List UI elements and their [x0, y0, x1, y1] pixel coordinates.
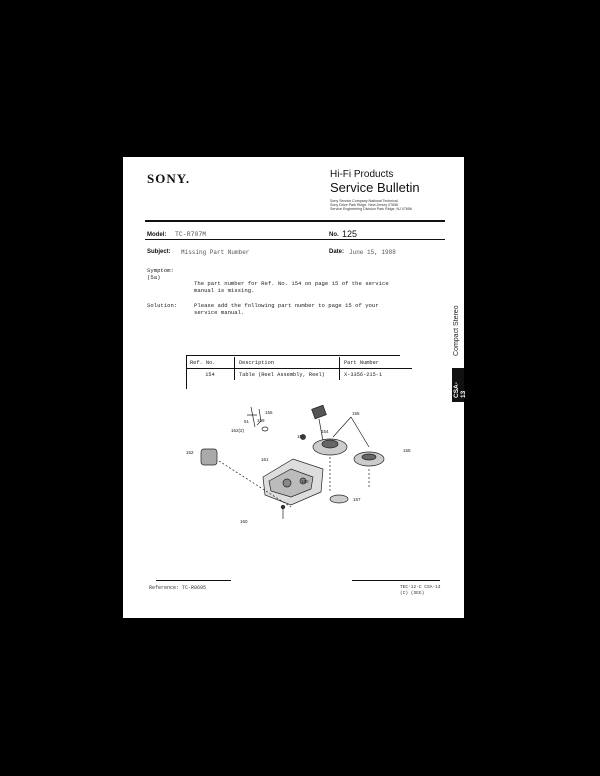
- footer-rule-right: [352, 580, 440, 581]
- callout-159: 159: [257, 418, 265, 423]
- table-row: [186, 369, 412, 381]
- header-part-number: Part Number: [340, 357, 413, 369]
- callout-157: 157: [353, 497, 361, 502]
- model-rule: [145, 239, 445, 240]
- side-tab: [452, 368, 467, 402]
- reel-hub-left: [322, 440, 338, 448]
- address-line-3: Service Engineering Division Park Ridge, NJ 07656: [330, 207, 412, 211]
- cell-ref-no: 154: [186, 369, 235, 381]
- subject-label: Subject:: [147, 249, 171, 255]
- part-154: [312, 405, 327, 419]
- parts-table: [186, 357, 412, 380]
- table-top-rule: [186, 355, 400, 356]
- model-label: Model:: [147, 232, 167, 238]
- callout-155-a: 155: [265, 410, 273, 415]
- header-ref-no: Ref. No.: [186, 357, 235, 369]
- callout-152: 152: [186, 450, 194, 455]
- screw-160-head: [281, 505, 285, 509]
- solution-line-1: Please add the following part number to page 15 of your: [194, 302, 379, 309]
- cell-part-number: X-3356-215-1: [344, 371, 383, 378]
- callout-161: 161: [261, 457, 269, 462]
- product-line: Hi-Fi Products: [330, 169, 394, 180]
- side-category: Compact Stereo: [453, 305, 460, 356]
- bulletin-title: Service Bulletin: [330, 180, 420, 195]
- symptom-code: (5a): [147, 274, 161, 281]
- callout-51: 51: [244, 419, 250, 424]
- footer-right-line-1: TEC-12-C CSA-13: [400, 585, 441, 590]
- part-155-small: [262, 427, 268, 431]
- bulletin-page: [123, 157, 464, 618]
- address-line-1: Sony Service Company National Technical: [330, 199, 398, 203]
- footer-right-line-2: (C) (SEG): [400, 591, 425, 596]
- callout-162: 162(2): [231, 428, 245, 433]
- model-value: TC-R707M: [175, 231, 207, 238]
- solution-line-2: service manual.: [194, 309, 245, 316]
- date-label: Date:: [329, 249, 345, 255]
- exploded-diagram: [173, 397, 413, 527]
- solution-label: Solution:: [147, 302, 178, 309]
- callout-160-b: 160: [240, 519, 248, 524]
- symptom-label: Symptom:: [147, 267, 174, 274]
- sony-logo: SONY.: [147, 171, 191, 186]
- callout-155-b: 155: [352, 411, 360, 416]
- address-line-2: Sony Drive Park Ridge, New Jersey 07656: [330, 203, 399, 207]
- symptom-line-1: The part number for Ref. No. 154 on page 15 of the service: [194, 280, 389, 287]
- reel-hub-right: [362, 454, 376, 460]
- header-rule: [145, 220, 445, 222]
- footer-reference: Reference: TC-R0695: [149, 585, 207, 591]
- header-description: Description: [235, 357, 340, 369]
- callout-160-a: 160: [301, 479, 309, 484]
- cell-description: Table (Reel Assembly, Reel): [235, 369, 340, 381]
- side-tab-label: CSA-13: [453, 382, 467, 398]
- subject-value: Missing Part Number: [181, 249, 250, 256]
- bulletin-number: 125: [342, 229, 358, 239]
- part-152: [201, 449, 217, 465]
- number-label: No.: [329, 232, 339, 238]
- symptom-line-2: manual is missing.: [194, 287, 255, 294]
- table-left-rule: [186, 355, 187, 389]
- part-51: [247, 407, 257, 427]
- footer-rule-left: [156, 580, 231, 581]
- part-157: [330, 495, 348, 503]
- gear-small: [283, 479, 291, 487]
- callout-156: 156: [297, 434, 305, 439]
- callout-155-c: 155: [403, 448, 411, 453]
- date-value: June 15, 1988: [349, 249, 396, 256]
- table-header-row: [186, 357, 412, 369]
- callout-154: 154: [321, 429, 329, 434]
